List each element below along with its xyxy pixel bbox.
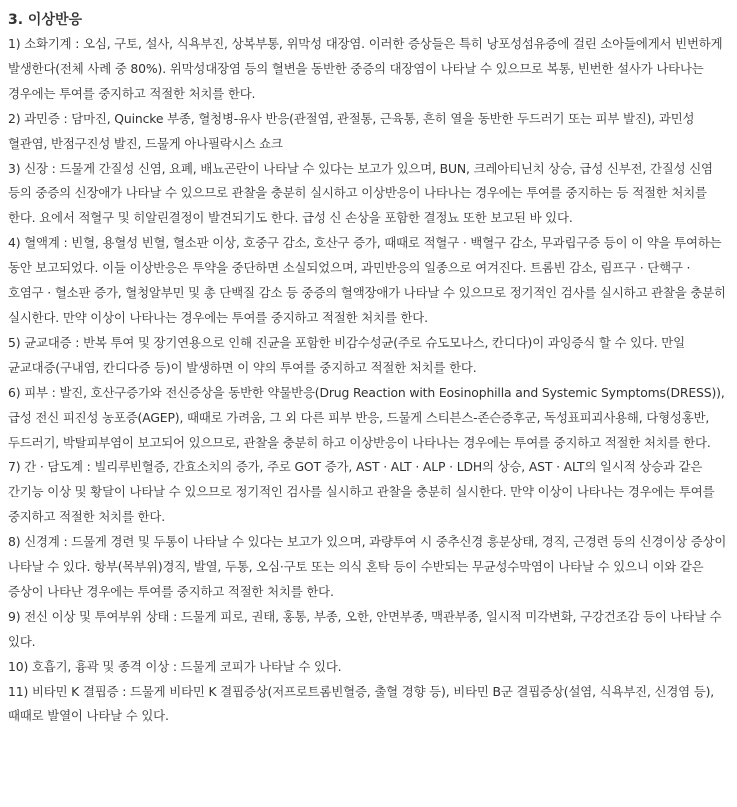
adverse-reaction-vitamin-k-deficiency: 11) 비타민 K 결핍증 : 드물게 비타민 K 결핍증상(저프로트롬빈혈증, 출혈 경향 등), 비타민 B군 결핍증상(설염, 식욕부진, 신경염 등), 때때로 발열이 나타날 수 있다. — [8, 683, 715, 724]
section-heading: 3. 이상반응 — [8, 12, 83, 28]
adverse-reaction-nervous-system: 8) 신경계 : 드물게 경련 및 두통이 나타날 수 있다는 보고가 있으며, 과량투여 시 중추신경 흥분상태, 경직, 근경련 등의 신경이상 증상이 나타날 수 있다. 항부(목부위)경직, 발열, 두통, 오심·구토 또는 의식 혼탁 등이 수반되는 무균성수막염이 나타날 수 있으니 이와 같은 증상이 나타난 경우에는 투여를 중지하고 적절한 처치를 한다. — [8, 534, 727, 599]
adverse-reaction-renal: 3) 신장 : 드물게 간질성 신염, 요폐, 배뇨곤란이 나타날 수 있다는 보고가 있으며, BUN, 크레아티닌치 상승, 급성 신부전, 간질성 신염 등의 중증의 신장애가 나타날 수 있으므로 관찰을 충분히 실시하고 이상반응이 나타나는 경우에는 투여를 중지하는 등 적절한 처치를 한다. 요에서 적혈구 및 히알린결정이 발견되기도 한다. 급성 신 손상을 포함한 결정뇨 또한 보고된 바 있다. — [8, 160, 713, 226]
adverse-reaction-hepatobiliary: 7) 간 · 담도계 : 빌리루빈혈증, 간효소치의 증가, 주로 GOT 증가, AST · ALT · ALP · LDH의 상승, AST · ALT의 일시적 상승과 같은 간기능 이상 및 황달이 나타날 수 있으므로 정기적인 검사를 실시하고 관찰을 충분히 실시한다. 만약 이상이 나타나는 경우에는 투여를 중지하고 적절한 처치를 한다. — [8, 459, 715, 525]
adverse-reaction-general: 9) 전신 이상 및 투여부위 상태 : 드물게 피로, 권태, 홍통, 부종, 오한, 안면부종, 맥관부종, 일시적 미각변화, 구강건조감 등이 나타날 수 있다. — [8, 608, 722, 649]
adverse-reaction-superinfection: 5) 균교대증 : 반복 투여 및 장기연용으로 인해 진균을 포함한 비감수성균(주로 슈도모나스, 칸디다)이 과잉증식 할 수 있다. 만일 균교대증(구내염, 칸디다증 등)이 발생하면 이 약의 투여를 중지하고 적절한 처치를 한다. — [8, 334, 685, 375]
adverse-reaction-hematologic: 4) 혈액계 : 빈혈, 용혈성 빈혈, 혈소판 이상, 호중구 감소, 호산구 증가, 때때로 적혈구 · 백혈구 감소, 무과립구증 등이 이 약을 투여하는 동안 보고되었다. 이들 이상반응은 투약을 중단하면 소실되었으며, 과민반응의 일종으로 여겨진다. 트롬빈 감소, 림프구 · 단핵구 · 호염구 · 혈소판 증가, 혈청알부민 및 총 단백질 감소 등 중증의 혈액장애가 나타날 수 있으므로 정기적인 검사를 실시하고 관찰을 충분히 실시한다. 만약 이상이 나타나는 경우에는 투여를 중지하고 적절한 처치를 한다. — [8, 235, 726, 325]
adverse-reaction-hypersensitivity: 2) 과민증 : 담마진, Quincke 부종, 혈청병-유사 반응(관절염, 관절통, 근육통, 흔히 열을 동반한 두드러기 또는 피부 발진), 과민성 혈관염, 반점구진성 발진, 드물게 아나필락시스 쇼크 — [8, 110, 695, 151]
adverse-reaction-gastrointestinal: 1) 소화기계 : 오심, 구토, 설사, 식욕부진, 상복부통, 위막성 대장염. 이러한 증상들은 특히 낭포성섬유증에 걸린 소아들에게서 빈번하게 발생한다(전체 사례 중 80%). 위막성대장염 등의 혈변을 동반한 중증의 대장염이 나타날 수 있으므로 복통, 빈번한 설사가 나타나는 경우에는 투여를 중지하고 적절한 처치를 한다. — [8, 36, 723, 101]
adverse-reaction-respiratory: 10) 호흡기, 흉곽 및 종격 이상 : 드물게 코피가 나타날 수 있다. — [8, 658, 342, 674]
adverse-reaction-skin: 6) 피부 : 발진, 호산구증가와 전신증상을 동반한 약물반응(Drug Reaction with Eosinophilla and Systemic Symptoms(DRESS)), 급성 전신 피진성 농포증(AGEP), 때때로 가려움, 그 외 다른 피부 반응, 드물게 스티븐스-존슨증후군, 독성표피괴사용해, 다형성홍반, 두드러기, 박탈피부염이 보고되어 있으므로, 관찰을 충분히 하고 이상반응이 나타나는 경우에는 투여를 중지하고 적절한 처치를 한다. — [8, 384, 725, 450]
